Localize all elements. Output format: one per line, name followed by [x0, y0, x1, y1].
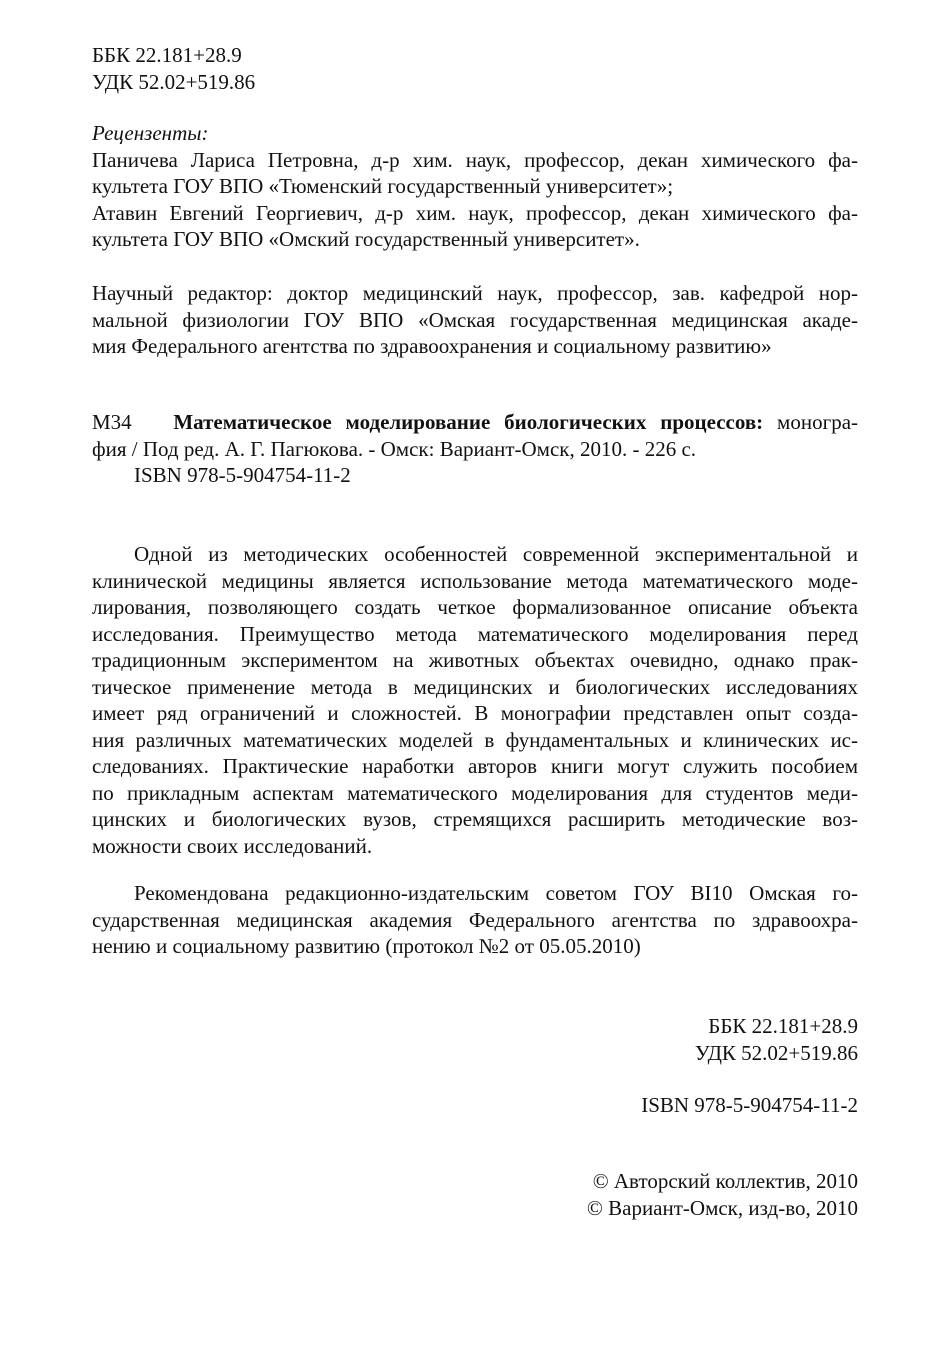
catalog-imprint-line: фия / Под ред. А. Г. Пагюкова. - Омск: Вариант-Омск, 2010. - 226 с. — [92, 436, 697, 461]
editor-line: Научный редактор: доктор медицинский наук, профессор, зав. кафедрой нор- — [92, 281, 858, 305]
copyright-authors: © Авторский коллектив, 2010 — [592, 1169, 858, 1193]
reviewer-line: Паничева Лариса Петровна, д-р хим. наук, профессор, декан химического фа- — [92, 147, 858, 172]
recommendation-line: нению и социальному развитию (протокол №2 от 05.05.2010) — [92, 934, 641, 958]
catalog-isbn: ISBN 978-5-904754-11-2 — [134, 463, 351, 487]
abstract-line: следованиях. Практические наработки авторов книги могут служить пособием — [92, 754, 858, 778]
footer-bbk: ББК 22.181+28.9 — [708, 1014, 858, 1038]
abstract-line: исследования. Преимущество метода математического моделирования перед — [92, 621, 858, 646]
catalog-code: М34 — [92, 410, 132, 434]
abstract-paragraph — [92, 541, 858, 859]
reviewer-line: культета ГОУ ВПО «Омский государственный университет». — [92, 227, 640, 251]
footer-isbn: ISBN 978-5-904754-11-2 — [641, 1093, 858, 1117]
abstract-line: клинической медицины является использование метода математического моде- — [92, 568, 858, 593]
editor-line: мальной физиологии ГОУ ВПО «Омская государственная медицинская акаде- — [92, 307, 858, 332]
reviewers-block — [92, 120, 858, 253]
abstract-line: по прикладным аспектам математического моделирования для студентов меди- — [92, 780, 858, 805]
abstract-line: ния различных математических моделей в фундаментальных и клинических ис- — [92, 727, 858, 752]
header-codes — [92, 42, 858, 95]
catalog-entry — [92, 409, 858, 489]
abstract-line: лирования, позволяющего создать четкое формализованное описание объекта — [92, 595, 858, 619]
catalog-title-rest: моногра- — [777, 410, 859, 434]
header-udk: УДК 52.02+519.86 — [92, 69, 256, 94]
abstract-line: тическое применение метода в медицинских и биологических исследованиях — [92, 674, 858, 699]
catalog-title: Математическое моделирование биологических процессов: — [173, 410, 764, 434]
abstract-line: цинских и биологических вузов, стремящихся расширить методические воз- — [92, 807, 858, 831]
abstract-line: имеет ряд ограничений и сложностей. В монографии представлен опыт созда- — [92, 701, 858, 725]
reviewers-heading: Рецензенты: — [92, 121, 209, 145]
footer-codes — [92, 1013, 858, 1066]
editor-block — [92, 280, 858, 360]
copyright-block — [92, 1168, 858, 1221]
abstract-line: можности своих исследований. — [92, 833, 373, 858]
recommendation-line: Рекомендована редакционно-издательским советом ГОУ ВI10 Омская го- — [134, 881, 858, 905]
editor-line: мия Федерального агентства по здравоохранения и социальному развитию» — [92, 334, 772, 358]
reviewer-line: Атавин Евгений Георгиевич, д-р хим. наук, профессор, декан химического фа- — [92, 200, 858, 225]
reviewer-line: культета ГОУ ВПО «Тюменский государственный университет»; — [92, 174, 674, 198]
footer-udk: УДК 52.02+519.86 — [694, 1040, 858, 1065]
recommendation-line: сударственная медицинская академия Федерального агентства по здравоохра- — [92, 907, 858, 932]
abstract-line: Одной из методических особенностей современной экспериментальной и — [134, 542, 858, 566]
copyright-publisher: © Вариант-Омск, изд-во, 2010 — [586, 1195, 858, 1220]
header-bbk: ББК 22.181+28.9 — [92, 43, 242, 67]
abstract-line: традиционным экспериментом на животных объектах очевидно, однако прак- — [92, 648, 858, 672]
catalog-title-line — [92, 409, 858, 436]
recommendation-paragraph — [92, 880, 858, 960]
footer-isbn-block — [92, 1092, 858, 1119]
